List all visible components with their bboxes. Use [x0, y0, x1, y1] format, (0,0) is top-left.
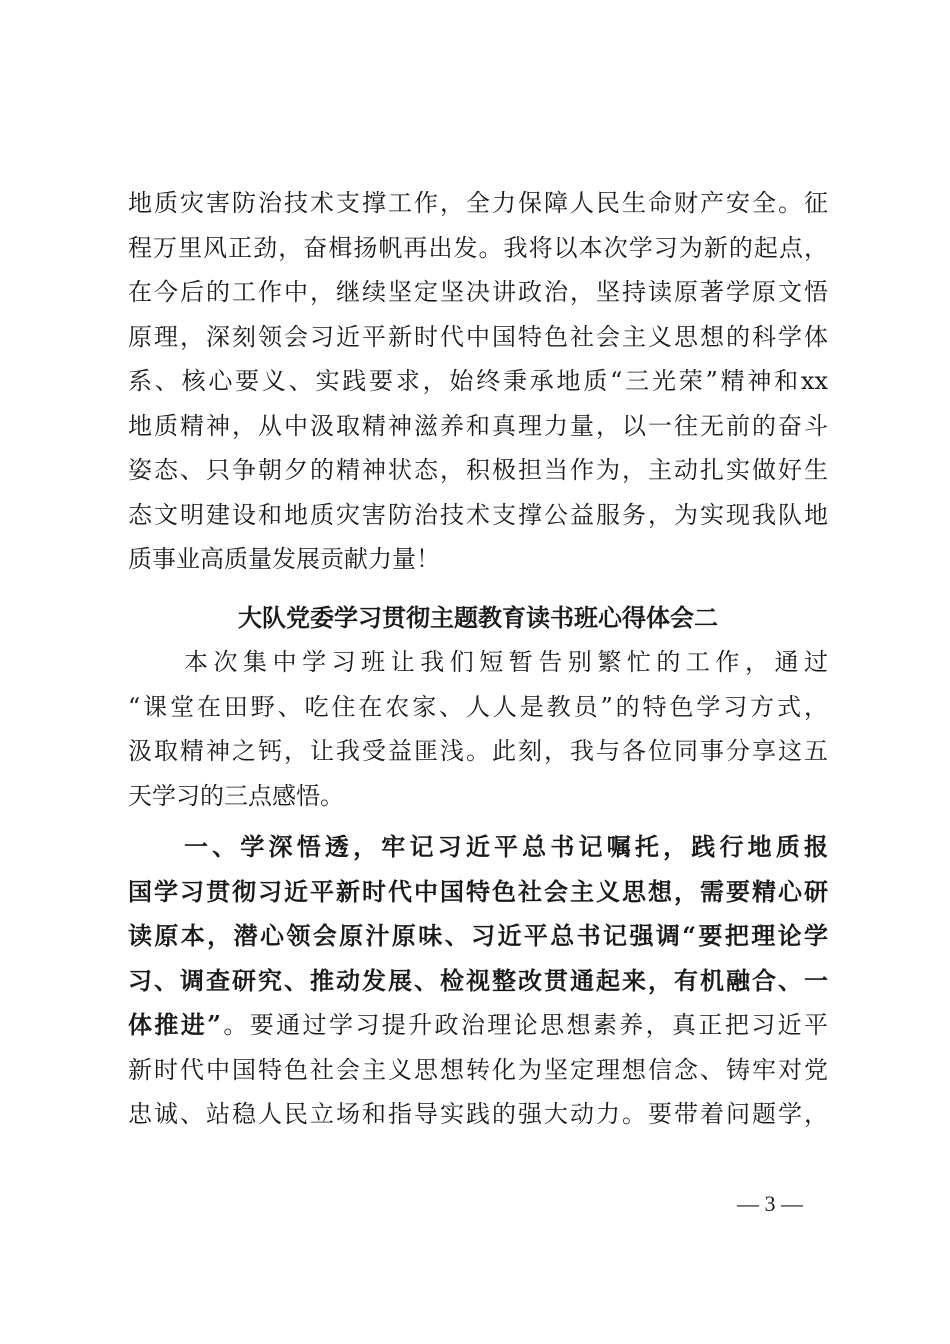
text-line: 天学习的三点感悟。 — [128, 781, 344, 810]
bold-text-line: 读原本，潜心领会原汁原味、习近平总书记强调“要把理论学 — [128, 921, 828, 950]
text-line: 本次集中学习班让我们短暂告别繁忙的工作，通过 — [184, 648, 828, 676]
bold-heading-line: 一、学深悟透，牢记习近平总书记嘱托，践行地质报 — [184, 832, 828, 861]
text-line: 新时代中国特色社会主义思想转化为坚定理想信念、铸牢对党 — [128, 1055, 828, 1084]
text-line: 地质精神，从中汲取精神滋养和真理力量，以一往无前的奋斗 — [128, 411, 828, 440]
section-title: 大队党委学习贯彻主题教育读书班心得体会二 — [238, 603, 718, 632]
bold-text-fragment: 体推进” — [128, 1010, 221, 1039]
paragraph-continuation — [128, 181, 828, 582]
text-fragment: 。要通过学习提升政治理论思想素养，真正把习近平 — [220, 1011, 828, 1039]
text-line: 在今后的工作中，继续坚定坚决讲政治，坚持读原著学原文悟 — [128, 278, 828, 306]
mixed-text-line — [128, 1003, 828, 1048]
text-line: 姿态、只争朝夕的精神状态，积极担当作为，主动扎实做好生 — [128, 456, 828, 484]
bold-text-line: 国学习贯彻习近平新时代中国特色社会主义思想，需要精心研 — [128, 876, 828, 906]
text-line: 系、核心要义、实践要求，始终秉承地质“三光荣”精神和xx — [128, 367, 828, 395]
page-number: — 3 — — [737, 1191, 803, 1216]
text-line: “课堂在田野、吃住在农家、人人是教员”的特色学习方式， — [128, 692, 828, 721]
point-one-paragraph — [128, 825, 828, 1137]
text-line: 态文明建设和地质灾害防治技术支撑公益服务，为实现我队地 — [128, 500, 828, 529]
text-line: 质事业高质量发展贡献力量！ — [128, 545, 440, 573]
text-line: 程万里风正劲，奋楫扬帆再出发。我将以本次学习为新的起点， — [128, 233, 828, 262]
text-line: 地质灾害防治技术支撑工作，全力保障人民生命财产安全。征 — [128, 189, 828, 217]
bold-text-line: 习、调查研究、推动发展、检视整改贯通起来，有机融合、一 — [128, 965, 828, 995]
intro-paragraph — [128, 640, 828, 818]
text-line: 忠诚、站稳人民立场和指导实践的强大动力。要带着问题学， — [128, 1100, 828, 1128]
text-line: 原理，深刻领会习近平新时代中国特色社会主义思想的科学体 — [128, 322, 828, 351]
text-line: 汲取精神之钙，让我受益匪浅。此刻，我与各位同事分享这五 — [128, 737, 828, 765]
